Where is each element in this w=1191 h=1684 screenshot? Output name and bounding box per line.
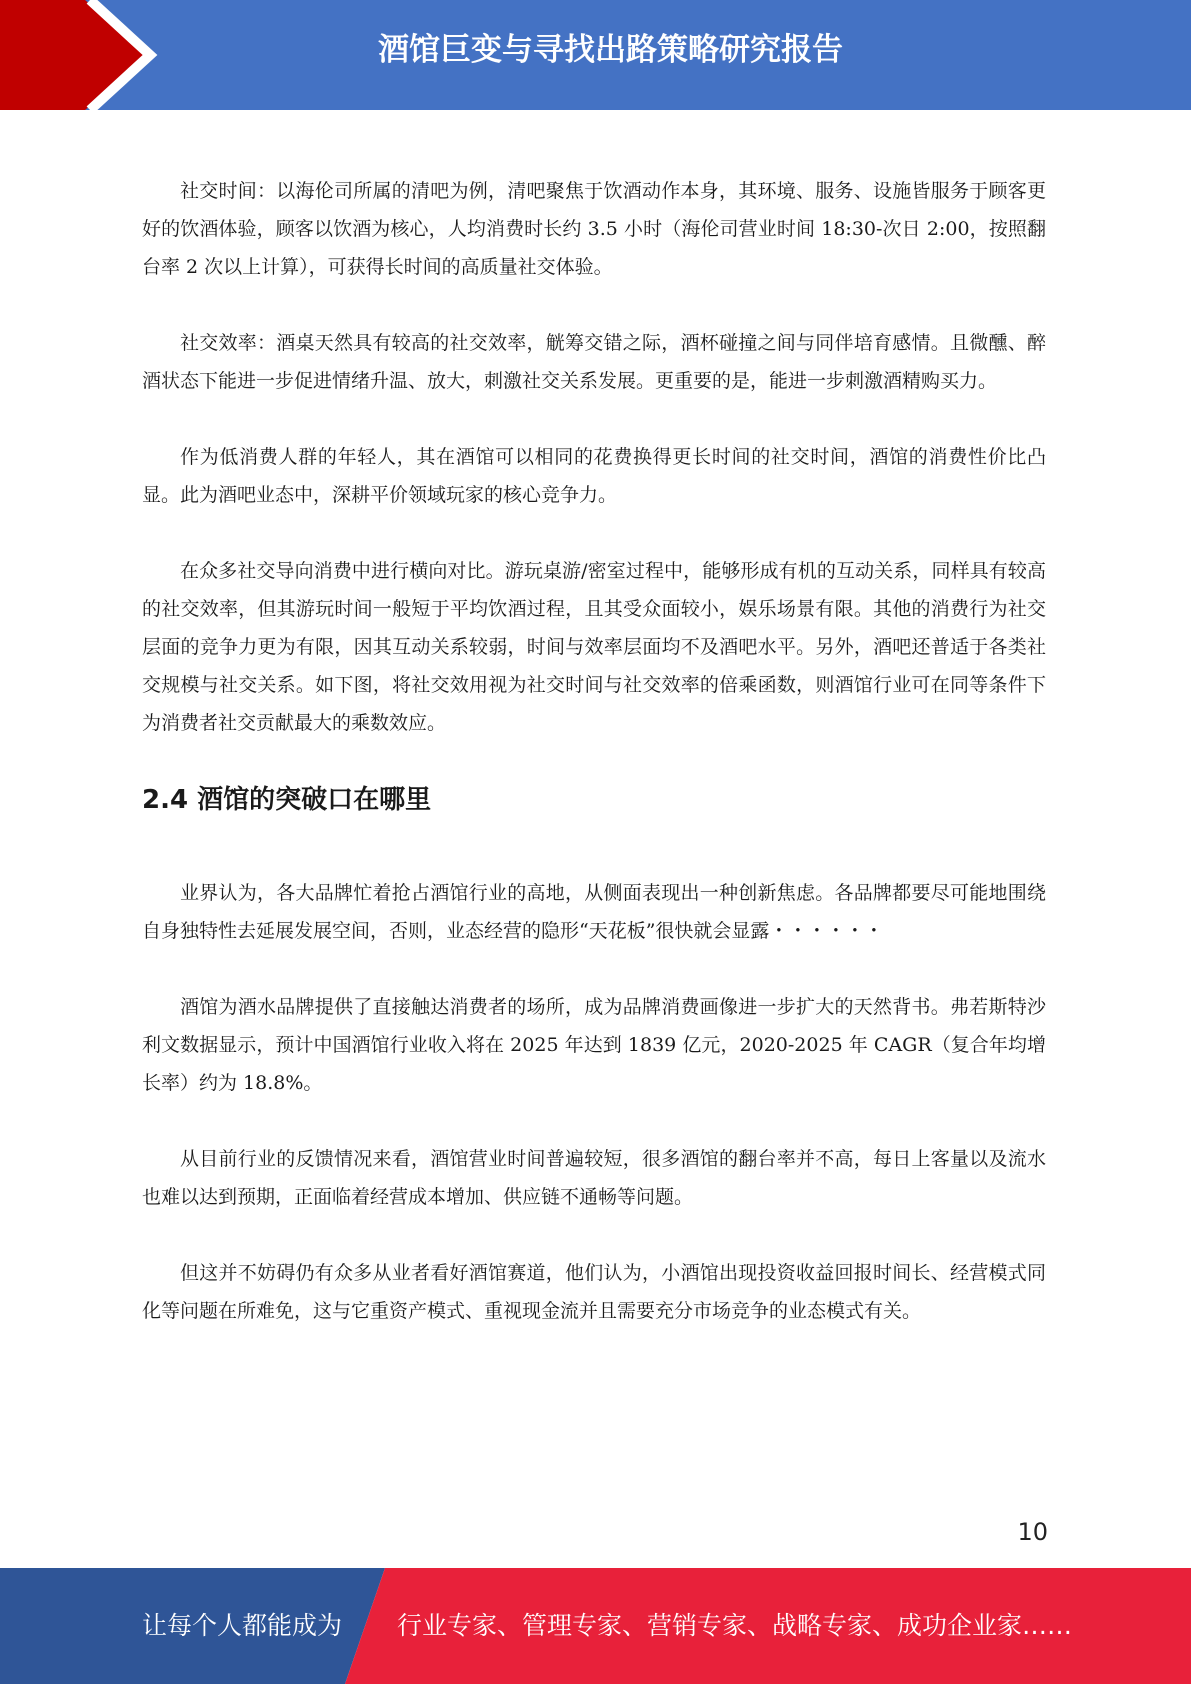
paragraph-social-time: 社交时间：以海伦司所属的清吧为例，清吧聚焦于饮酒动作本身，其环境、服务、设施皆服务于顾客更好的饮酒体验，顾客以饮酒为核心，人均消费时长约 3.5 小时（海伦司营业时间 18:30-次日 2:00，按照翻台率 2 次以上计算），可获得长时间的高质量社交体验。 bbox=[142, 180, 1046, 278]
footer-slogan-right: 行业专家、管理专家、营销专家、战略专家、成功企业家…… bbox=[397, 1611, 1073, 1640]
footer-slogan-left: 让每个人都能成为 bbox=[142, 1611, 343, 1640]
section-heading: 2.4 酒馆的突破口在哪里 bbox=[142, 785, 432, 815]
paragraph-industry-view: 业界认为，各大品牌忙着抢占酒馆行业的高地，从侧面表现出一种创新焦虑。各品牌都要尽可能地围绕自身独特性去延展发展空间，否则，业态经营的隐形“天花板”很快就会显露・・・・・・ bbox=[142, 882, 1046, 942]
paragraph-horizontal-comparison: 在众多社交导向消费中进行横向对比。游玩桌游/密室过程中，能够形成有机的互动关系，同样具有较高的社交效率，但其游玩时间一般短于平均饮酒过程，且其受众面较小，娱乐场景有限。其他的消费行为社交层面的竞争力更为有限，因其互动关系较弱，时间与效率层面均不及酒吧水平。另外，酒吧还普适于各类社交规模与社交关系。如下图，将社交效用视为社交时间与社交效率的倍乘函数，则酒馆行业可在同等条件下为消费者社交贡献最大的乘数效应。 bbox=[142, 560, 1046, 734]
page-footer-banner bbox=[0, 1568, 1191, 1684]
paragraph-value-for-money: 作为低消费人群的年轻人，其在酒馆可以相同的花费换得更长时间的社交时间，酒馆的消费性价比凸显。此为酒吧业态中，深耕平价领域玩家的核心竞争力。 bbox=[142, 446, 1046, 506]
paragraph-social-efficiency: 社交效率：酒桌天然具有较高的社交效率，觥筹交错之际，酒杯碰撞之间与同伴培育感情。且微醺、醉酒状态下能进一步促进情绪升温、放大，刺激社交关系发展。更重要的是，能进一步刺激酒精购买力。 bbox=[142, 332, 1046, 392]
paragraph-optimism: 但这并不妨碍仍有众多从业者看好酒馆赛道，他们认为，小酒馆出现投资收益回报时间长、经营模式同化等问题在所难免，这与它重资产模式、重视现金流并且需要充分市场竞争的业态模式有关。 bbox=[142, 1262, 1046, 1322]
paragraph-industry-feedback: 从目前行业的反馈情况来看，酒馆营业时间普遍较短，很多酒馆的翻台率并不高，每日上客量以及流水也难以达到预期，正面临着经营成本增加、供应链不通畅等问题。 bbox=[142, 1148, 1046, 1208]
page-header-banner bbox=[0, 0, 1191, 110]
paragraph-market-data: 酒馆为酒水品牌提供了直接触达消费者的场所，成为品牌消费画像进一步扩大的天然背书。弗若斯特沙利文数据显示，预计中国酒馆行业收入将在 2025 年达到 1839 亿元，2020-2025 年 CAGR（复合年均增长率）约为 18.8%。 bbox=[142, 996, 1046, 1094]
report-title: 酒馆巨变与寻找出路策略研究报告 bbox=[378, 32, 843, 68]
document-body bbox=[142, 172, 1046, 1368]
page-number: 10 bbox=[1017, 1518, 1048, 1546]
